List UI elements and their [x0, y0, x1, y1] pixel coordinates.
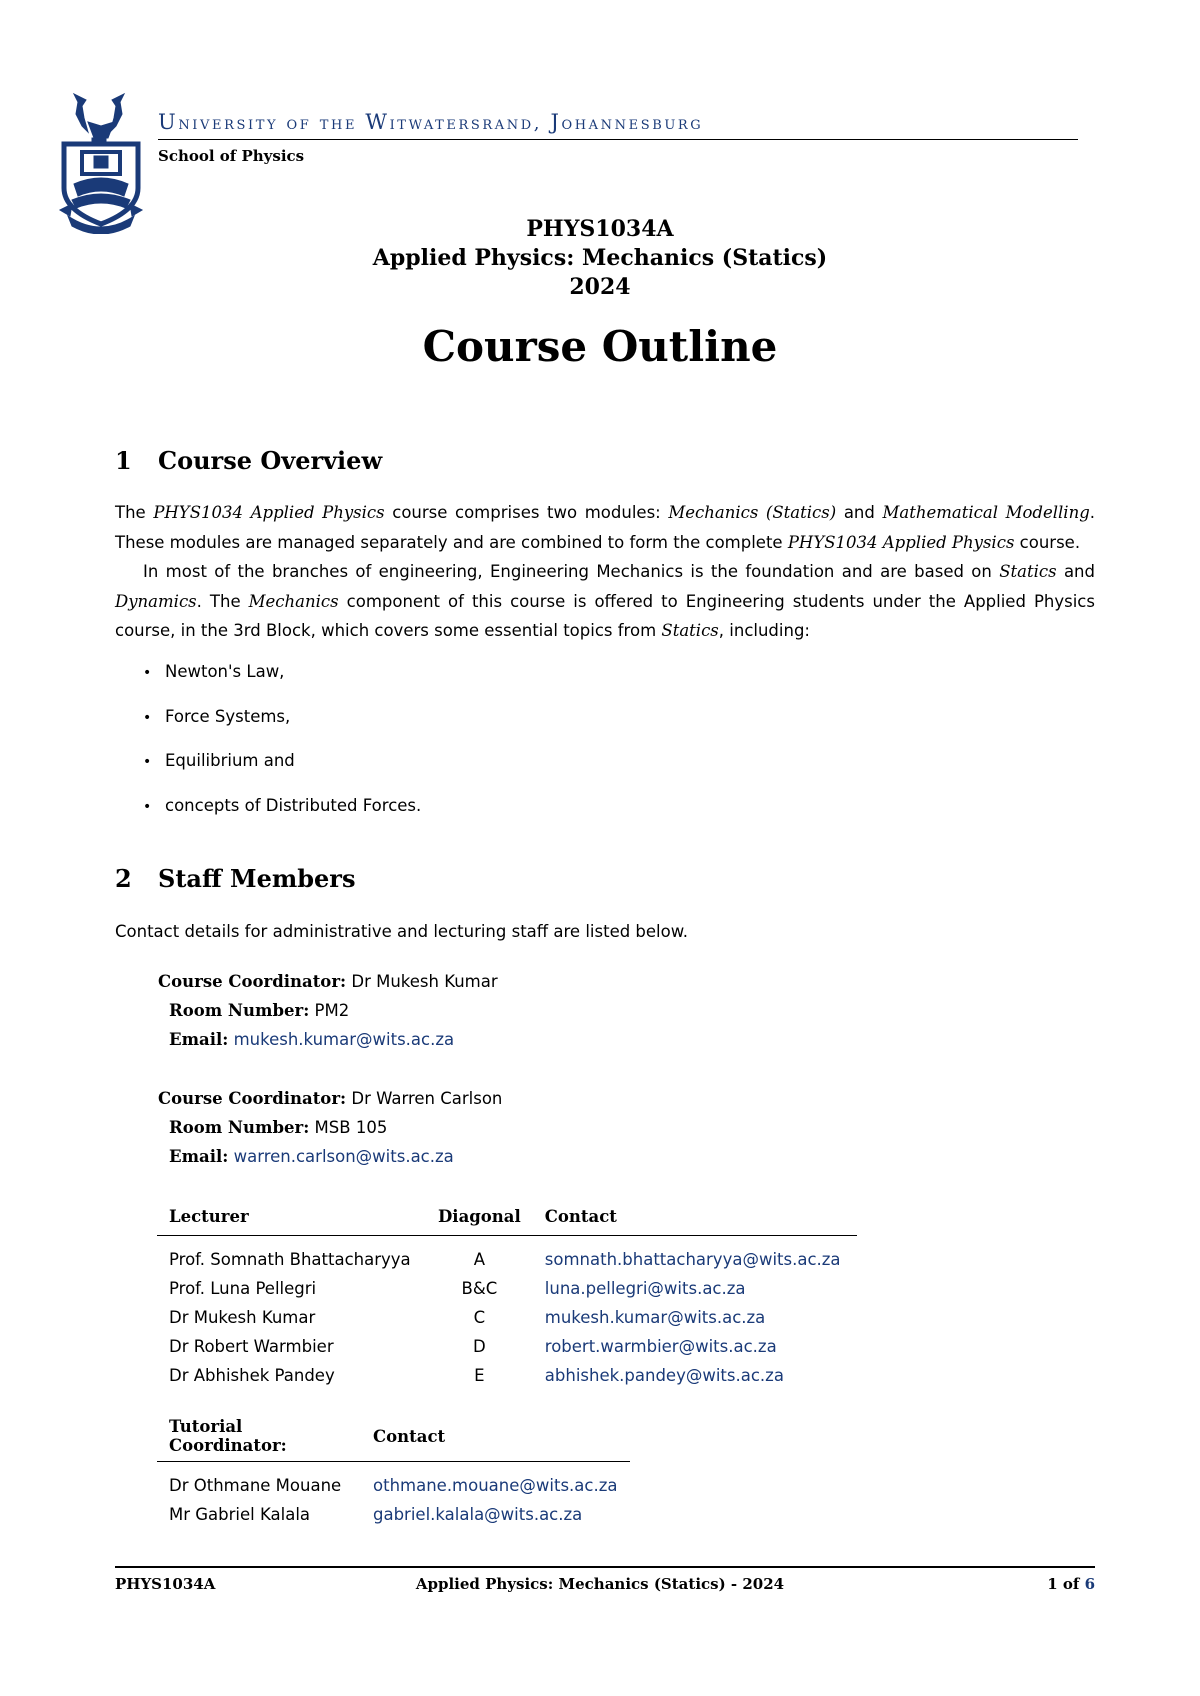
email-link[interactable]: robert.warmbier@wits.ac.za — [544, 1337, 777, 1356]
footer-page-number: 1 of 6 — [1047, 1575, 1095, 1593]
section-title: Staff Members — [158, 864, 356, 893]
email-link[interactable]: warren.carlson@wits.ac.za — [233, 1147, 454, 1166]
footer-course-title: Applied Physics: Mechanics (Statics) - 2024 — [415, 1575, 785, 1593]
footer-course-code: PHYS1034A — [115, 1575, 216, 1593]
email-link[interactable]: othmane.mouane@wits.ac.za — [373, 1476, 618, 1495]
list-item: • Force Systems, — [143, 702, 421, 747]
table-header-row — [157, 1203, 857, 1236]
column-header: Contact — [361, 1417, 630, 1462]
university-name: University of the Witwatersrand, Johannesburg — [158, 110, 704, 134]
table-row: Dr Robert Warmbier D robert.warmbier@wits.ac.za — [169, 1337, 777, 1356]
list-item: • concepts of Distributed Forces. — [143, 791, 421, 836]
section-title: Course Overview — [158, 446, 383, 475]
column-header: Lecturer — [157, 1203, 426, 1236]
email-link[interactable]: luna.pellegri@wits.ac.za — [544, 1279, 746, 1298]
course-name: Applied Physics: Mechanics (Statics) — [372, 245, 828, 271]
section-heading-course-overview — [115, 446, 382, 475]
school-name: School of Physics — [158, 147, 305, 165]
course-code: PHYS1034A — [526, 216, 674, 242]
section-heading-staff-members — [115, 864, 355, 893]
staff-intro: Contact details for administrative and lecturing staff are listed below. — [115, 922, 688, 941]
course-year: 2024 — [569, 274, 631, 300]
column-header: Tutorial Coordinator: — [157, 1417, 361, 1462]
overview-paragraph-2: In most of the branches of engineering, Engineering Mechanics is the foundation and are based on Statics and Dynamics. The Mechanics component of this course is offered to Engineering students under the Applied Physics course, in the 3rd Block, which covers some essential topics from Statics, including: — [115, 562, 1095, 640]
coordinator-name: Dr Mukesh Kumar — [351, 972, 498, 991]
table-row: Dr Abhishek Pandey E abhishek.pandey@wits.ac.za — [169, 1366, 784, 1385]
topics-list — [143, 657, 421, 835]
coordinator-block: Course Coordinator: Dr Mukesh Kumar Room Number: PM2 Email: mukesh.kumar@wits.ac.za — [158, 972, 498, 1049]
table-row: Dr Othmane Mouane othmane.mouane@wits.ac.za — [169, 1476, 618, 1495]
lecturer-table — [157, 1203, 857, 1390]
section-number: 1 — [115, 446, 132, 475]
table-row: Dr Mukesh Kumar C mukesh.kumar@wits.ac.za — [169, 1308, 766, 1327]
column-header: Contact — [533, 1203, 857, 1236]
table-row: Mr Gabriel Kalala gabriel.kalala@wits.ac.za — [169, 1505, 583, 1524]
coordinator-name: Dr Warren Carlson — [351, 1089, 503, 1108]
room-number: MSB 105 — [314, 1118, 388, 1137]
list-item: • Newton's Law, — [143, 657, 421, 702]
coordinator-block: Course Coordinator: Dr Warren Carlson Room Number: MSB 105 Email: warren.carlson@wits.ac.za — [158, 1089, 503, 1166]
email-link[interactable]: abhishek.pandey@wits.ac.za — [544, 1366, 784, 1385]
wits-crest-logo — [58, 92, 144, 234]
overview-paragraph-1: The PHYS1034 Applied Physics course comprises two modules: Mechanics (Statics) and Mathematical Modelling. These modules are managed separately and are combined to form the complete PHYS1034 Applied Physics course. — [115, 503, 1096, 552]
tutorial-coordinator-table — [157, 1417, 630, 1529]
email-link[interactable]: gabriel.kalala@wits.ac.za — [373, 1505, 583, 1524]
email-link[interactable]: mukesh.kumar@wits.ac.za — [544, 1308, 766, 1327]
table-row: Prof. Somnath Bhattacharyya A somnath.bhattacharyya@wits.ac.za — [169, 1250, 841, 1269]
list-item: • Equilibrium and — [143, 746, 421, 791]
email-link[interactable]: mukesh.kumar@wits.ac.za — [233, 1030, 455, 1049]
email-link[interactable]: somnath.bhattacharyya@wits.ac.za — [544, 1250, 841, 1269]
column-header: Diagonal — [426, 1203, 533, 1236]
table-header-row — [157, 1417, 630, 1462]
footer-rule — [115, 1566, 1095, 1568]
header-rule — [158, 139, 1078, 140]
table-row: Prof. Luna Pellegri B&C luna.pellegri@wits.ac.za — [169, 1279, 746, 1298]
room-number: PM2 — [314, 1001, 350, 1020]
document-title: Course Outline — [422, 322, 778, 371]
section-number: 2 — [115, 864, 132, 893]
